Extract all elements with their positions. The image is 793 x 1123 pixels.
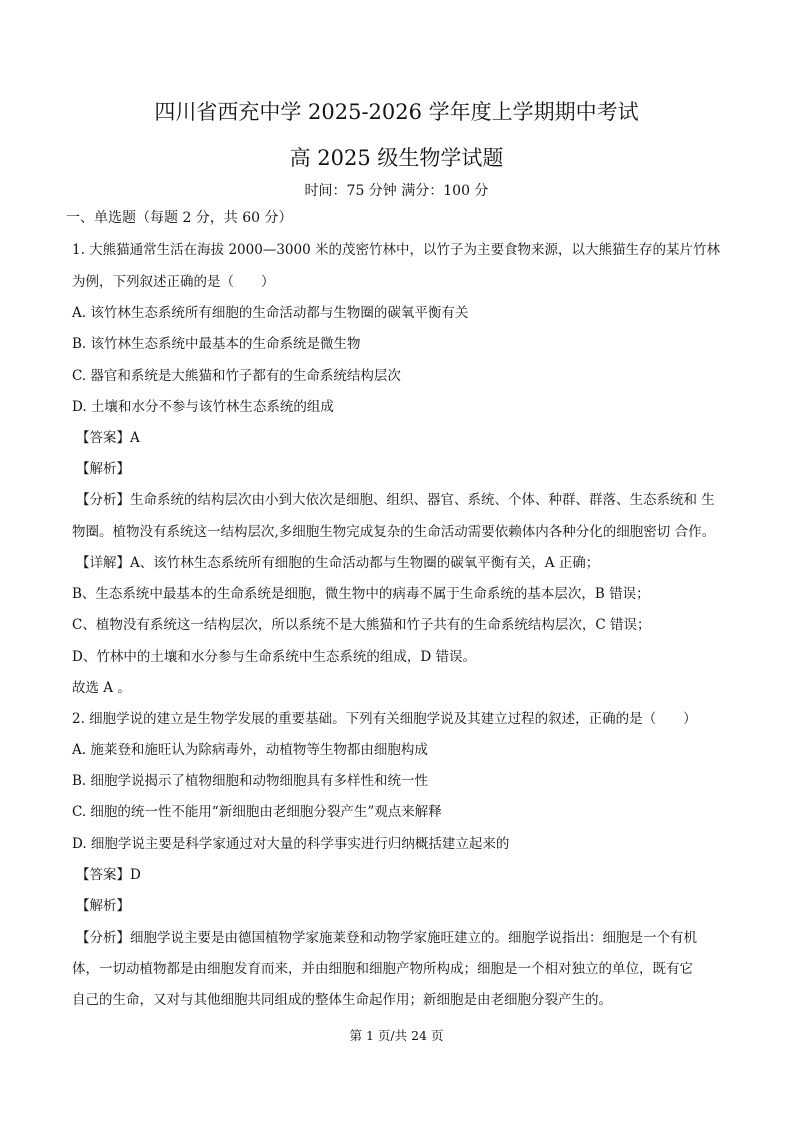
q1-option-a: A. 该竹林生态系统所有细胞的生命活动都与生物圈的碳氧平衡有关 xyxy=(72,305,469,321)
q2-analysis-label: 【解析】 xyxy=(76,898,130,914)
q2-stem: 2. 细胞学说的建立是生物学发展的重要基础。下列有关细胞学说及其建立过程的叙述，正确的是（ ） xyxy=(72,711,697,727)
q1-analysis-line2: 物圈。植物没有系统这一结构层次,多细胞生物完成复杂的生命活动需要依赖体内各种分化的细胞密切 合作。 xyxy=(72,524,716,540)
q2-analysis-line3: 自己的生命，又对与其他细胞共同组成的整体生命起作用；新细胞是由老细胞分裂产生的。 xyxy=(72,992,612,1008)
q2-option-a: A. 施莱登和施旺认为除病毒外，动植物等生物都由细胞构成 xyxy=(72,742,428,758)
section-title: 一、单选题（每题 2 分，共 60 分） xyxy=(66,210,293,226)
q1-answer: 【答案】A xyxy=(76,430,140,446)
q1-analysis-line1: 【分析】生命系统的结构层次由小到大依次是细胞、组织、器官、系统、个体、种群、群落、生态系统和 生 xyxy=(76,492,715,508)
q1-detail-line1: 【详解】A、该竹林生态系统所有细胞的生命活动都与生物圈的碳氧平衡有关，A 正确； xyxy=(76,555,600,571)
exam-title: 四川省西充中学 2025-2026 学年度上学期期中考试 xyxy=(154,100,639,124)
q1-stem-line2: 为例，下列叙述正确的是（ ） xyxy=(72,274,275,290)
q2-option-c: C. 细胞的统一性不能用“新细胞由老细胞分裂产生”观点来解释 xyxy=(72,804,442,820)
q1-detail-line2: B、生态系统中最基本的生命系统是细胞，微生物中的病毒不属于生命系统的基本层次，B 错误； xyxy=(72,586,650,602)
q2-analysis-line2: 体，一切动植物都是由细胞发育而来，并由细胞和细胞产物所构成；细胞是一个相对独立的单位，既有它 xyxy=(72,961,693,977)
q2-answer: 【答案】D xyxy=(76,867,141,883)
q1-option-c: C. 器官和系统是大熊猫和竹子都有的生命系统结构层次 xyxy=(72,368,401,384)
q2-option-b: B. 细胞学说揭示了植物细胞和动物细胞具有多样性和统一性 xyxy=(72,773,429,789)
q1-stem-line1: 1. 大熊猫通常生活在海拔 2000—3000 米的茂密竹林中，以竹子为主要食物来源，以大熊猫生存的某片竹林 xyxy=(72,242,720,258)
exam-subtitle: 高 2025 级生物学试题 xyxy=(289,146,504,170)
q1-analysis-label: 【解析】 xyxy=(76,461,130,477)
q1-detail-line3: C、植物没有系统这一结构层次，所以系统不是大熊猫和竹子共有的生命系统结构层次，C 错误； xyxy=(72,617,651,633)
q1-detail-line4: D、竹林中的土壤和水分参与生命系统中生态系统的组成，D 错误。 xyxy=(72,649,476,665)
q1-option-d: D. 土壤和水分不参与该竹林生态系统的组成 xyxy=(72,399,334,415)
page-footer: 第 1 页/共 24 页 xyxy=(349,1028,444,1043)
exam-meta: 时间：75 分钟 满分：100 分 xyxy=(304,183,489,199)
q1-conclusion: 故选 A 。 xyxy=(72,680,131,696)
q2-option-d: D. 细胞学说主要是科学家通过对大量的科学事实进行归纳概括建立起来的 xyxy=(72,836,510,852)
q2-analysis-line1: 【分析】细胞学说主要是由德国植物学家施莱登和动物学家施旺建立的。细胞学说指出：细胞是一个有机 xyxy=(76,930,697,946)
q1-option-b: B. 该竹林生态系统中最基本的生命系统是微生物 xyxy=(72,336,361,352)
